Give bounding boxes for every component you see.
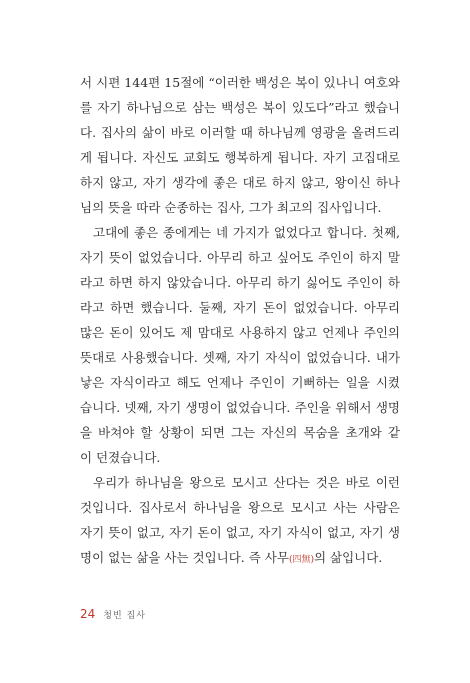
text-line-7: 고대에 좋은 종에게는 네 가지가 없었다고 합니다. 첫째, (93, 225, 400, 240)
text-line-12: 뜻대로 사용했습니다. 셋째, 자기 자식이 없었습니다. 내가 (80, 350, 400, 365)
text-line-18: 것입니다. 집사로서 하나님을 왕으로 모시고 사는 사람은 (80, 500, 400, 515)
text-line-9: 라고 하면 하지 않았습니다. 아무리 하기 싫어도 주인이 하 (80, 275, 400, 290)
text-line-19: 자기 뜻이 없고, 자기 돈이 없고, 자기 자식이 없고, 자기 생 (80, 525, 400, 540)
text-line-10: 라고 하면 했습니다. 둘째, 자기 돈이 없었습니다. 아무리 (80, 300, 400, 315)
text-line-11: 많은 돈이 있어도 제 맘대로 사용하지 않고 언제나 주인의 (80, 325, 400, 340)
text-line-2: 를 자기 하나님으로 삼는 백성은 복이 있도다”라고 했습니 (80, 100, 400, 115)
page-number: 24 (80, 607, 96, 621)
text-line-20 (80, 545, 400, 570)
hanja-annotation: (四無) (288, 555, 314, 565)
text-line-1: 서 시편 144편 15절에 “이러한 백성은 복이 있나니 여호와 (80, 75, 400, 90)
text-line-3: 다. 집사의 삶이 바로 이러할 때 하나님께 영광을 올려드리 (80, 125, 400, 140)
text-line-15: 을 바쳐야 할 상황이 되면 그는 자신의 목숨을 초개와 같 (80, 425, 400, 440)
text-line-16: 이 던졌습니다. (80, 450, 161, 465)
text-line-20-before: 명이 없는 삶을 사는 것입니다. 즉 사무 (80, 550, 289, 565)
text-line-17: 우리가 하나님을 왕으로 모시고 산다는 것은 바로 이런 (93, 475, 400, 490)
text-line-14: 습니다. 넷째, 자기 생명이 없었습니다. 주인을 위해서 생명 (80, 400, 400, 415)
text-line-4: 게 됩니다. 자신도 교회도 행복하게 됩니다. 자기 고집대로 (80, 150, 400, 165)
text-line-13: 낳은 자식이라고 해도 언제나 주인이 기뻐하는 일을 시켰 (80, 375, 400, 390)
page-footer (80, 607, 146, 627)
body-text (80, 70, 400, 570)
text-line-8: 자기 뜻이 없었습니다. 아무리 하고 싶어도 주인이 하지 말 (80, 250, 400, 265)
text-line-20-after: 의 삶입니다. (313, 550, 383, 565)
text-line-6: 님의 뜻을 따라 순종하는 집사, 그가 최고의 집사입니다. (80, 200, 382, 215)
running-title: 청빈 집사 (103, 611, 146, 621)
text-line-5: 하지 않고, 자기 생각에 좋은 대로 하지 않고, 왕이신 하나 (80, 175, 400, 190)
